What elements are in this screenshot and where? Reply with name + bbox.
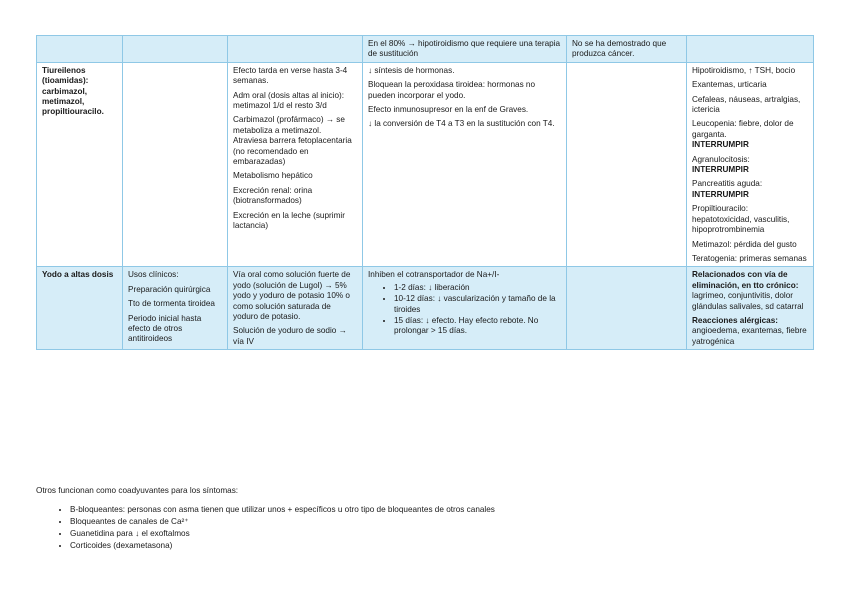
adverse-effects-cell — [687, 267, 814, 350]
bullet-list — [368, 283, 561, 337]
cell-paragraph: Excreción en la leche (suprimir lactancia) — [233, 210, 345, 231]
cell-paragraph: Efecto inmunosupresor en la enf de Graves. — [368, 105, 529, 115]
list-item: • Guanetidina para ↓ el exoftalmos — [70, 528, 495, 540]
pharmacokinetics-cell — [228, 267, 363, 350]
cell-paragraph: Preparación quirúrgica — [128, 284, 211, 294]
cell-paragraph: Vía oral como solución fuerte de yodo (solución de Lugol) → 5% yodo y yoduro de potasio 10% o como solución saturada de yoduro de potasio. — [233, 270, 351, 321]
cell-paragraph: Solución de yoduro de sodio → vía IV — [233, 326, 347, 346]
pharmacokinetics-cell — [228, 62, 363, 267]
cell-paragraph: ↓ síntesis de hormonas. — [368, 65, 455, 75]
list-item: • 15 días: ↓ efecto. Hay efecto rebote. No prolongar > 15 días. — [394, 316, 561, 337]
cell-paragraph: Carbimazol (profármaco) → se metaboliza a metimazol. Atraviesa barrera fetoplacentaria (no recomendado en embarazadas) — [233, 115, 352, 167]
cell-paragraph: Cefaleas, náuseas, artralgias, ictericia — [692, 94, 801, 115]
cell-paragraph: Excreción renal: orina (biotransformados) — [233, 185, 313, 206]
table-row — [37, 62, 814, 267]
table-cell — [37, 36, 123, 63]
list-item: • 1-2 días: ↓ liberación — [394, 283, 561, 293]
cell-paragraph: Exantemas, urticaria — [692, 80, 767, 90]
cell-paragraph: Relacionados con vía de eliminación, en tto crónico: lagrimeo, conjuntivitis, dolor glándulas salivales, sd catarral — [692, 270, 804, 311]
bullet-list — [36, 504, 495, 552]
cell-paragraph: Metimazol: pérdida del gusto — [692, 239, 797, 249]
drug-name-cell: Yodo a altas dosis — [37, 267, 123, 350]
table-cell: No se ha demostrado que produzca cáncer. — [567, 36, 687, 63]
note-text: Otros funcionan como coadyuvantes para los síntomas: — [36, 486, 239, 495]
table-cell — [687, 36, 814, 63]
table-cell: En el 80% → hipotiroidismo que requiere una terapia de sustitución — [363, 36, 567, 63]
cell-paragraph: Pancreatitis aguda: INTERRUMPIR — [692, 179, 763, 199]
cell-paragraph: ↓ la conversión de T4 a T3 en la sustitución con T4. — [368, 119, 555, 129]
cell-paragraph: Hipotiroidismo, ↑ TSH, bocio — [692, 65, 796, 75]
table-cell — [567, 62, 687, 267]
table-cell — [228, 36, 363, 63]
cell-paragraph: Agranulocitosis: INTERRUMPIR — [692, 154, 750, 175]
adverse-effects-cell — [687, 62, 814, 267]
drug-name-cell: Tiureilenos (tioamidas): carbimazol, metimazol, propiltiouracilo. — [37, 62, 123, 267]
table-row — [37, 267, 814, 350]
table-cell — [123, 36, 228, 63]
mechanism-cell — [363, 267, 567, 350]
table-row — [37, 36, 814, 63]
cell-paragraph: Reacciones alérgicas: angioedema, exantemas, fiebre yatrogénica — [692, 315, 807, 346]
cell-paragraph: Adm oral (dosis altas al inicio): metimazol 1/d el resto 3/d — [233, 90, 345, 111]
clinical-uses-cell — [123, 267, 228, 350]
table-cell — [123, 62, 228, 267]
mechanism-cell — [363, 62, 567, 267]
list-item: • 10-12 días: ↓ vascularización y tamaño de la tiroides — [394, 294, 561, 315]
cell-paragraph: Periodo inicial hasta efecto de otros antitiroideos — [128, 313, 202, 344]
cell-paragraph: Propiltiouracilo: hepatotoxicidad, vasculitis, hipoprotrombinemia — [692, 204, 790, 235]
cell-paragraph: Efecto tarda en verse hasta 3-4 semanas. — [233, 65, 348, 86]
drug-table — [36, 35, 814, 350]
cell-paragraph: Teratogenia: primeras semanas — [692, 253, 807, 263]
list-item: • Corticoides (dexametasona) — [70, 540, 495, 552]
cell-paragraph: Tto de tormenta tiroidea — [128, 299, 215, 309]
table-cell — [567, 267, 687, 350]
list-item: • B-bloqueantes: personas con asma tienen que utilizar unos + específicos u otro tipo de bloqueantes de otros canales — [70, 504, 495, 516]
list-item: • Bloqueantes de canales de Ca²⁺ — [70, 516, 495, 528]
cell-paragraph: Bloquean la peroxidasa tiroidea: hormonas no pueden incorporar el yodo. — [368, 80, 536, 100]
cell-paragraph: Leucopenia: fiebre, dolor de garganta. INTERRUMPIR — [692, 119, 794, 150]
cell-paragraph: Inhiben el cotransportador de Na+/I- — [368, 270, 500, 280]
cell-paragraph: Usos clínicos: — [128, 270, 179, 280]
cell-paragraph: Metabolismo hepático — [233, 171, 313, 181]
